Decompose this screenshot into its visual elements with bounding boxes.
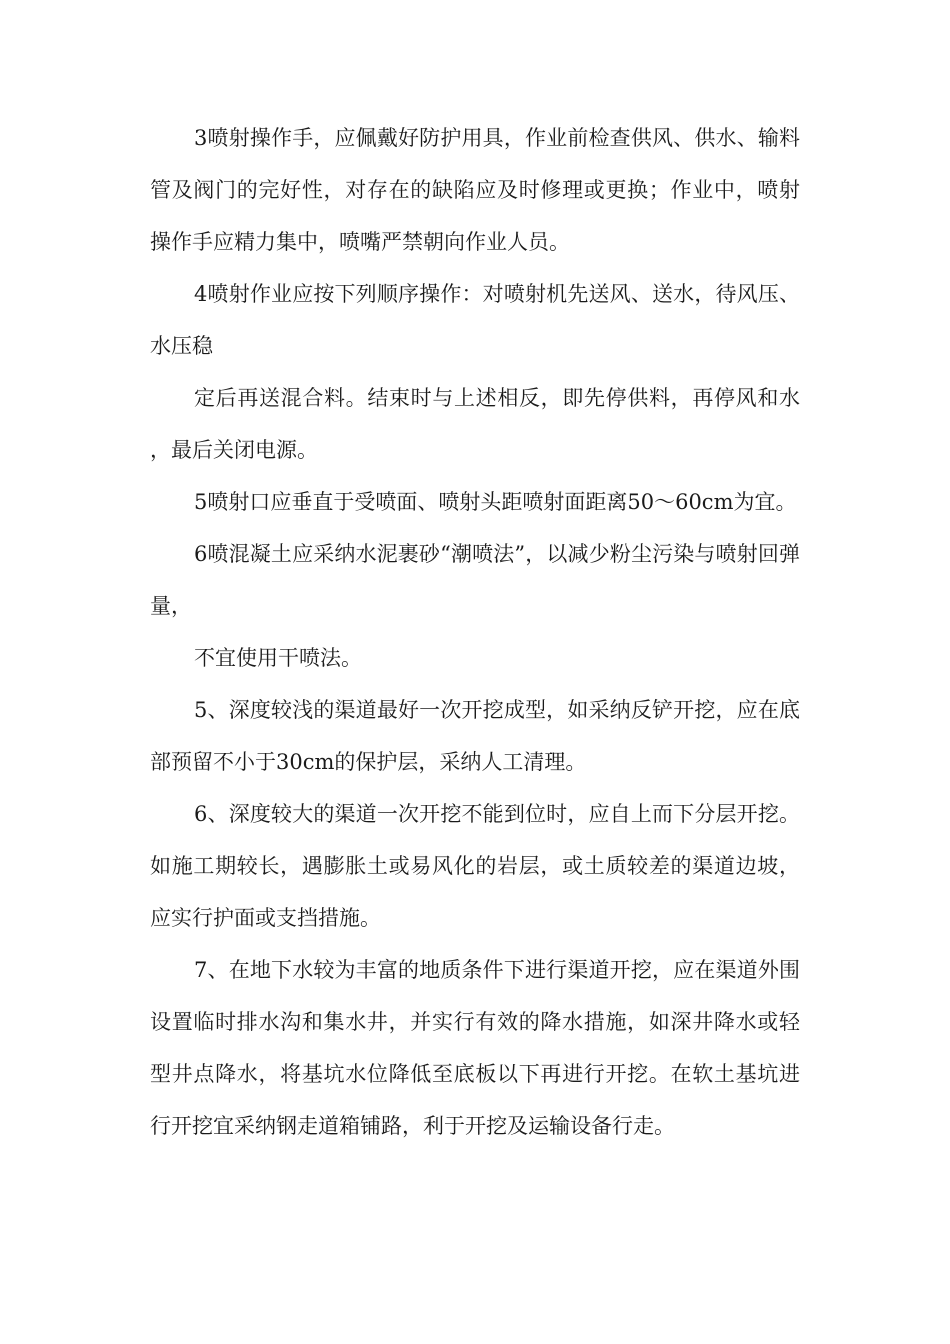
paragraph-spray-sequence-end: 定后再送混合料。结束时与上述相反，即先停供料，再停风和水，最后关闭电源。: [150, 386, 800, 462]
paragraph-nozzle-distance: 5喷射口应垂直于受喷面、喷射头距喷射面距离50～60cm为宜。: [194, 490, 797, 514]
paragraph-spray-sequence-start: 4喷射作业应按下列顺序操作：对喷射机先送风、送水，待风压、水压稳: [150, 282, 800, 358]
paragraph-shallow-channel: 5、深度较浅的渠道最好一次开挖成型，如采纳反铲开挖，应在底部预留不小于30cm的保护层，采纳人工清理。: [150, 698, 800, 774]
paragraph-wet-spray-method: 6喷混凝土应采纳水泥裹砂“潮喷法”，以减少粉尘污染与喷射回弹量，: [150, 542, 800, 618]
paragraph-groundwater-excavation: 7、在地下水较为丰富的地质条件下进行渠道开挖，应在渠道外围设置临时排水沟和集水井，并实行有效的降水措施，如深井降水或轻型井点降水，将基坑水位降低至底板以下再进行开挖。在软土基坑进行开挖宜采纳钢走道箱铺路，利于开挖及运输设备行走。: [150, 958, 800, 1138]
paragraph-no-dry-spray: 不宜使用干喷法。: [194, 646, 362, 670]
paragraph-spray-operator-safety: 3喷射操作手，应佩戴好防护用具，作业前检查供风、供水、输料管及阀门的完好性，对存在的缺陷应及时修理或更换；作业中，喷射操作手应精力集中，喷嘴严禁朝向作业人员。: [150, 126, 800, 254]
document-body: [150, 112, 800, 1152]
paragraph-deep-channel: 6、深度较大的渠道一次开挖不能到位时，应自上而下分层开挖。如施工期较长，遇膨胀土或易风化的岩层，或土质较差的渠道边坡，应实行护面或支挡措施。: [150, 802, 800, 930]
